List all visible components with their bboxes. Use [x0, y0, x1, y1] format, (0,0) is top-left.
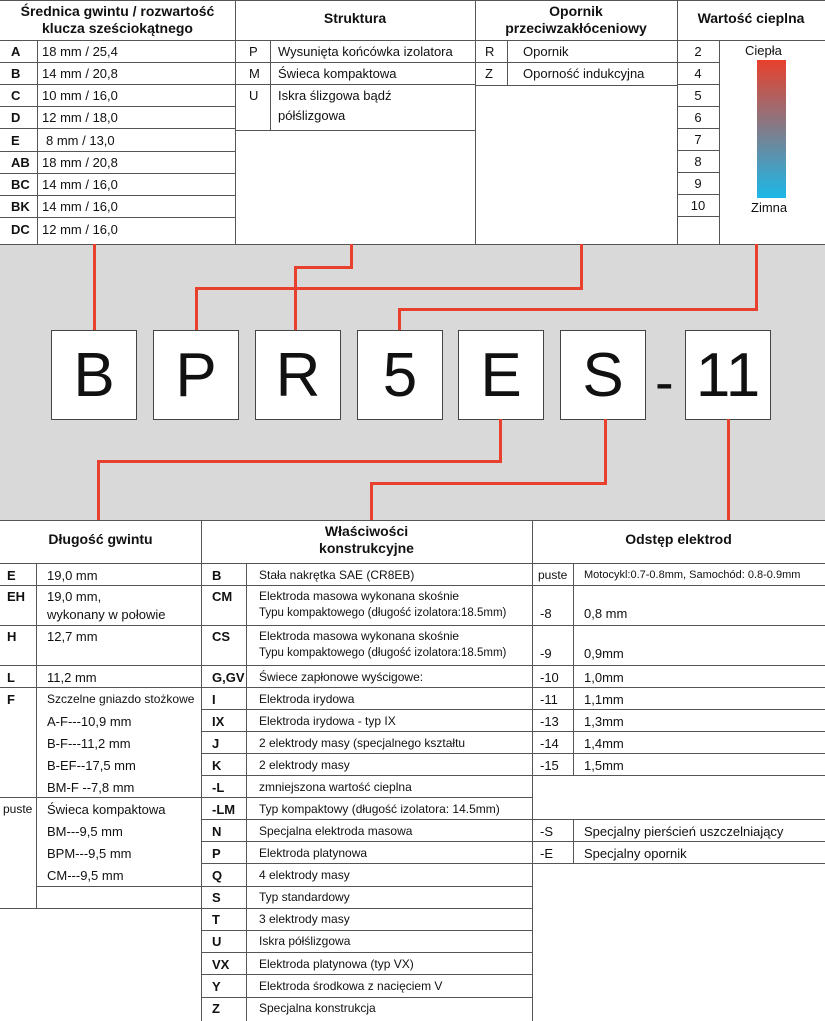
- structure-code: P: [249, 44, 258, 59]
- gap-value: 1,1mm: [584, 692, 624, 707]
- thread-value: 14 mm / 16,0: [42, 199, 118, 214]
- gap-value: 0,9mm: [584, 646, 624, 661]
- gap-value: 0,8 mm: [584, 606, 628, 621]
- construction-code: J: [212, 736, 220, 751]
- thread-value: 18 mm / 25,4: [42, 44, 118, 59]
- gap-code: -14: [540, 736, 559, 751]
- construction-value: zmniejszona wartość cieplna: [259, 780, 412, 794]
- construction-value: 2 elektrody masy (specjalnego kształtu: [259, 736, 466, 750]
- gap-code: puste: [538, 568, 568, 582]
- thread-value: 8 mm / 13,0: [46, 133, 115, 148]
- construction-value: Typ kompaktowy (długość izolatora: 14.5mm): [259, 802, 500, 816]
- length-value: wykonany w połowie: [47, 607, 166, 622]
- length-code: H: [7, 629, 17, 644]
- length-value: BPM---9,5 mm: [47, 846, 132, 861]
- thread-value: 14 mm / 20,8: [42, 66, 118, 81]
- construction-value: 4 elektrody masy: [259, 868, 350, 882]
- designation-construction: S: [560, 330, 646, 420]
- heat-hot-label: Ciepła: [745, 43, 782, 58]
- structure-code: U: [249, 88, 259, 103]
- construction-value: Elektroda irydowa - typ IX: [259, 714, 396, 728]
- structure-code: M: [249, 66, 260, 81]
- gap-extra-value: Specjalny pierścień uszczelniający: [584, 824, 784, 839]
- length-value: B-EF--17,5 mm: [47, 758, 136, 773]
- construction-code: I: [212, 692, 216, 707]
- construction-value: Stała nakrętka SAE (CR8EB): [259, 568, 415, 582]
- structure-value: Iskra ślizgowa bądź: [278, 88, 392, 103]
- thread-length-header: Długość gwintu: [48, 531, 153, 547]
- heat-range-header: Wartość cieplna: [697, 10, 805, 26]
- construction-value: Świece zapłonowe wyścigowe:: [259, 670, 424, 684]
- length-value: BM-F --7,8 mm: [47, 780, 135, 795]
- construction-value: Elektroda masowa wykonana skośnie: [259, 589, 460, 603]
- resistor-header: Opornik przeciwzakłóceniowy: [505, 3, 647, 36]
- length-code: F: [7, 692, 15, 707]
- length-code: puste: [3, 802, 33, 816]
- thread-code: D: [11, 110, 21, 125]
- construction-code: U: [212, 934, 222, 949]
- construction-value: Elektroda środkowa z nacięciem V: [259, 979, 443, 993]
- designation-thread-length: E: [458, 330, 544, 420]
- length-value: Świeca kompaktowa: [47, 802, 166, 817]
- gap-value: 1,3mm: [584, 714, 624, 729]
- construction-code: T: [212, 912, 220, 927]
- gap-header: Odstęp elektrod: [625, 531, 732, 547]
- construction-value: Elektroda platynowa: [259, 846, 368, 860]
- construction-value: Specjalna konstrukcja: [259, 1001, 376, 1015]
- structure-value: półślizgowa: [278, 108, 346, 123]
- thread-value: 10 mm / 16,0: [42, 88, 118, 103]
- thread-value: 14 mm / 16,0: [42, 177, 118, 192]
- thread-code: C: [11, 88, 21, 103]
- thread-value: 12 mm / 16,0: [42, 222, 118, 237]
- designation-resistor: R: [255, 330, 341, 420]
- construction-value: Typu kompaktowego (długość izolatora:18.5mm): [259, 647, 507, 659]
- thread-value: 18 mm / 20,8: [42, 155, 118, 170]
- length-value: 19,0 mm: [47, 568, 98, 583]
- construction-code: S: [212, 890, 221, 905]
- construction-value: Specjalna elektroda masowa: [259, 824, 413, 838]
- heat-value: 9: [694, 176, 702, 191]
- designation-heat-range: 5: [357, 330, 443, 420]
- resistor-code: Z: [485, 66, 493, 81]
- heat-gradient-bar: [757, 60, 786, 198]
- thread-size-header: Średnica gwintu / rozwartość klucza sześciokątnego: [20, 3, 215, 36]
- thread-code: A: [11, 44, 21, 59]
- gap-code: -15: [540, 758, 559, 773]
- structure-value: Wysunięta końcówka izolatora: [278, 44, 453, 59]
- designation-structure: P: [153, 330, 239, 420]
- thread-value: 12 mm / 18,0: [42, 110, 118, 125]
- gap-code: -13: [540, 714, 559, 729]
- designation-thread-size: B: [51, 330, 137, 420]
- gap-value: Motocykl:0.7-0.8mm, Samochód: 0.8-0.9mm: [584, 569, 801, 581]
- construction-code: Z: [212, 1001, 220, 1016]
- construction-header: Właściwości konstrukcyjne: [319, 523, 414, 556]
- construction-code: P: [212, 846, 221, 861]
- length-value: 19,0 mm,: [47, 589, 102, 604]
- construction-code: N: [212, 824, 222, 839]
- construction-code: -L: [212, 780, 225, 795]
- gap-code: -11: [540, 692, 558, 707]
- gap-value: 1,0mm: [584, 670, 624, 685]
- construction-value: Iskra półślizgowa: [259, 934, 351, 948]
- resistor-code: R: [485, 44, 495, 59]
- designation-gap: 11: [685, 330, 771, 420]
- construction-code: -LM: [212, 802, 236, 817]
- length-value: A-F---10,9 mm: [47, 714, 132, 729]
- length-value: BM---9,5 mm: [47, 824, 123, 839]
- construction-value: Elektroda irydowa: [259, 692, 355, 706]
- thread-code: BK: [11, 199, 30, 214]
- construction-value: 3 elektrody masy: [259, 912, 350, 926]
- construction-code: CS: [212, 629, 231, 644]
- thread-code: E: [11, 133, 20, 148]
- construction-code: VX: [212, 957, 230, 972]
- construction-code: K: [212, 758, 222, 773]
- construction-value: Elektroda platynowa (typ VX): [259, 957, 414, 971]
- length-value: Szczelne gniazdo stożkowe: [47, 692, 195, 706]
- length-value: CM---9,5 mm: [47, 868, 124, 883]
- resistor-value: Oporność indukcyjna: [523, 66, 645, 81]
- heat-cold-label: Zimna: [751, 200, 788, 215]
- thread-code: DC: [11, 222, 30, 237]
- gap-code: -8: [540, 606, 552, 621]
- thread-code: B: [11, 66, 21, 81]
- heat-value: 5: [694, 88, 702, 103]
- structure-header: Struktura: [323, 10, 387, 26]
- length-value: B-F---11,2 mm: [47, 736, 131, 751]
- heat-value: 6: [694, 110, 702, 125]
- construction-code: CM: [212, 589, 233, 604]
- construction-code: Q: [212, 868, 223, 883]
- structure-value: Świeca kompaktowa: [278, 66, 397, 81]
- thread-code: BC: [11, 177, 30, 192]
- gap-value: 1,5mm: [584, 758, 624, 773]
- gap-extra-code: -S: [540, 824, 553, 839]
- heat-value: 10: [690, 198, 706, 213]
- gap-code: -9: [540, 646, 552, 661]
- heat-value: 2: [694, 44, 702, 59]
- gap-extra-value: Specjalny opornik: [584, 846, 687, 861]
- construction-code: IX: [212, 714, 225, 729]
- length-code: L: [7, 670, 15, 685]
- construction-code: G,GV: [212, 670, 245, 685]
- construction-code: B: [212, 568, 222, 583]
- heat-value: 4: [694, 66, 702, 81]
- construction-code: Y: [212, 979, 221, 994]
- construction-value: Typ standardowy: [259, 890, 350, 904]
- gap-code: -10: [540, 670, 559, 685]
- gap-value: 1,4mm: [584, 736, 624, 751]
- gap-extra-code: -E: [540, 846, 553, 861]
- construction-value: 2 elektrody masy: [259, 758, 350, 772]
- length-value: 12,7 mm: [47, 629, 98, 644]
- resistor-value: Opornik: [523, 44, 569, 59]
- length-code: E: [7, 568, 16, 583]
- construction-value: Typu kompaktowego (długość izolatora:18.5mm): [259, 607, 507, 619]
- heat-value: 8: [694, 154, 702, 169]
- length-code: EH: [7, 589, 26, 604]
- length-value: 11,2 mm: [47, 670, 97, 685]
- heat-value: 7: [694, 132, 702, 147]
- construction-value: Elektroda masowa wykonana skośnie: [259, 629, 460, 643]
- designation-separator: -: [655, 350, 674, 413]
- thread-code: AB: [11, 155, 30, 170]
